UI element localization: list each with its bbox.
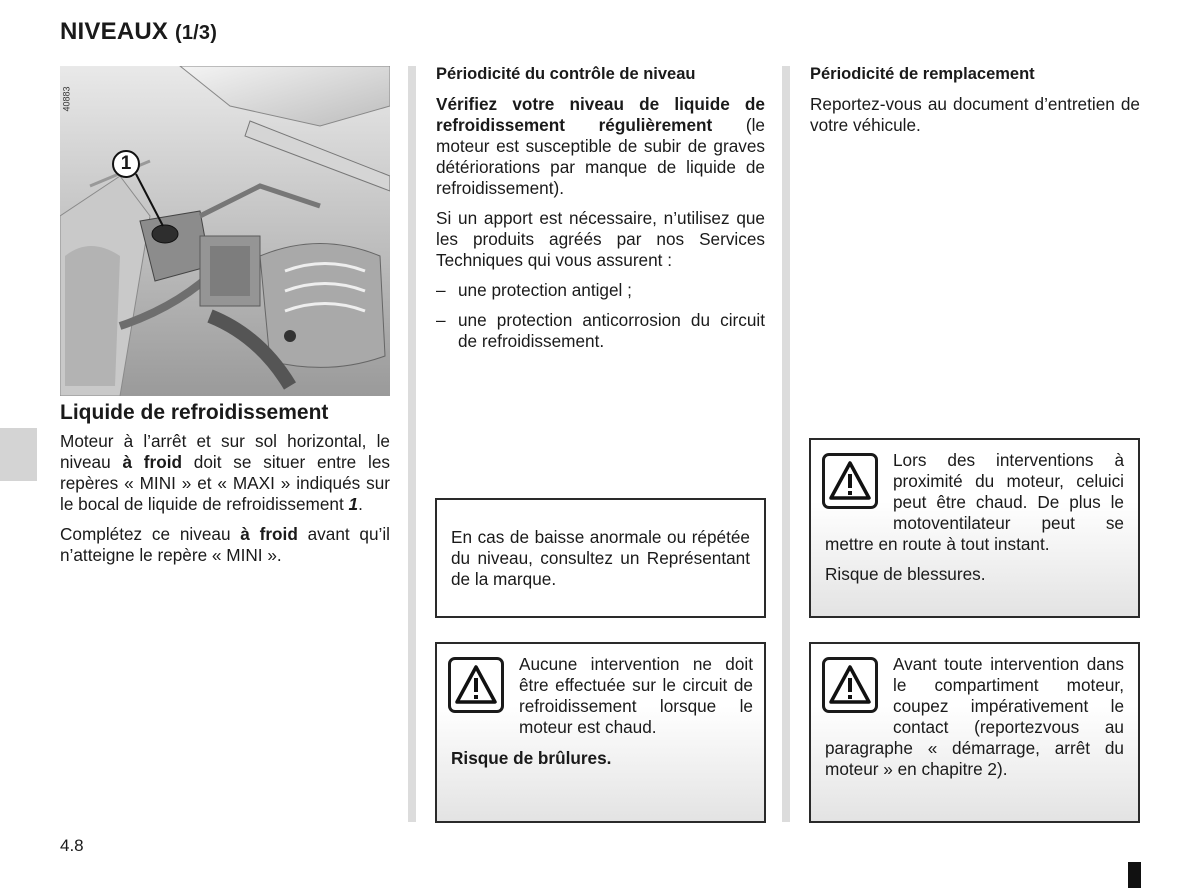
section-heading-check-interval: Périodicité du contrôle de niveau: [436, 65, 696, 83]
warning-box-burns: [435, 642, 766, 823]
list-marker: –: [436, 280, 446, 300]
figure-callout-label: 1: [120, 153, 132, 174]
page-edge-marker: [1128, 862, 1141, 888]
col1-p2-text-a: Complétez ce niveau: [60, 524, 241, 544]
warning-box-injury: [809, 438, 1140, 618]
col1-p1-text-c: .: [358, 494, 363, 514]
engine-drawing: [60, 66, 390, 396]
page-title-part: (1/3): [174, 22, 218, 44]
col1-p1-italic: 1: [348, 494, 359, 514]
list-item: [436, 310, 765, 352]
warning-box-ignition: [809, 642, 1140, 823]
col1-paragraph-1: [60, 431, 390, 515]
col3-paragraph-1: Reportez-vous au document d’entretien de votre véhicule.: [810, 94, 1140, 135]
column-separator-2: [782, 66, 790, 822]
page-number: 4.8: [60, 836, 84, 855]
section-heading-replacement: Périodicité de remplacement: [810, 65, 1035, 83]
col1-p1-text-b: doit se situer entre les repères « MINI » et « MAXI » indiqués sur le bocal de liquide de refroidissement: [60, 452, 390, 514]
page-title-text: NIVEAUX: [60, 18, 169, 45]
col1-p1-bold: à froid: [122, 452, 182, 472]
column-separator-1: [408, 66, 416, 822]
chapter-tab: [0, 428, 37, 481]
col2-paragraph-2: Si un apport est nécessaire, n’utilisez que les produits agréés par nos Services Techniques qui vous assurent :: [436, 208, 765, 270]
column-2-text: [436, 64, 765, 361]
engine-illustration: [60, 66, 390, 396]
col2-p1-bold: Vérifiez votre niveau de liquide de refroidissement régulièrement: [436, 94, 765, 135]
col1-p2-bold: à froid: [240, 524, 298, 544]
list-marker: –: [436, 310, 446, 330]
warning-text-injury: Lors des interventions à proximité du moteur, celuici peut être chaud. De plus le motoventilateur peut se mettre en route à tout instant.: [825, 450, 1124, 554]
warning-triangle-icon: [448, 657, 504, 713]
warning-triangle-icon: [822, 657, 878, 713]
list-item: [436, 280, 765, 301]
col1-p1-text-a: Moteur à l’arrêt et sur sol horizontal, le niveau: [60, 431, 390, 472]
warning-risk-burns: Risque de brûlures.: [451, 748, 612, 768]
column-1-text: [60, 402, 390, 575]
list-item-text: une protection antigel ;: [458, 280, 632, 300]
warning-triangle-icon: [822, 453, 878, 509]
column-3-text: [810, 64, 1140, 145]
section-heading-coolant: Liquide de refroidissement: [60, 401, 329, 424]
warning-text-ignition: Avant toute intervention dans le compartiment moteur, coupez impérativement le contact (reportezvous au paragraphe « démarrage, arrêt du moteur » en chapitre 2).: [825, 654, 1124, 779]
figure-image-code: 40883: [61, 86, 72, 112]
info-box-text: En cas de baisse anormale ou répétée du niveau, consultez un Représentant de la marque.: [451, 527, 750, 589]
col2-p1-text: (le moteur est susceptible de subir de graves détériorations par manque de liquide de refroidissement).: [436, 115, 765, 198]
col2-paragraph-1: [436, 94, 765, 199]
list-item-text: une protection anticorrosion du circuit de refroidissement.: [458, 310, 765, 351]
info-box: [435, 498, 766, 618]
col1-paragraph-2: [60, 524, 390, 566]
col1-p2-text-b: avant qu’il n’atteigne le repère « MINI ».: [60, 524, 391, 565]
page-title: [60, 18, 217, 46]
warning-risk-injury: Risque de blessures.: [825, 564, 986, 584]
warning-text-burns: Aucune intervention ne doit être effectuée sur le circuit de refroidissement lorsque le moteur est chaud.: [519, 654, 753, 737]
